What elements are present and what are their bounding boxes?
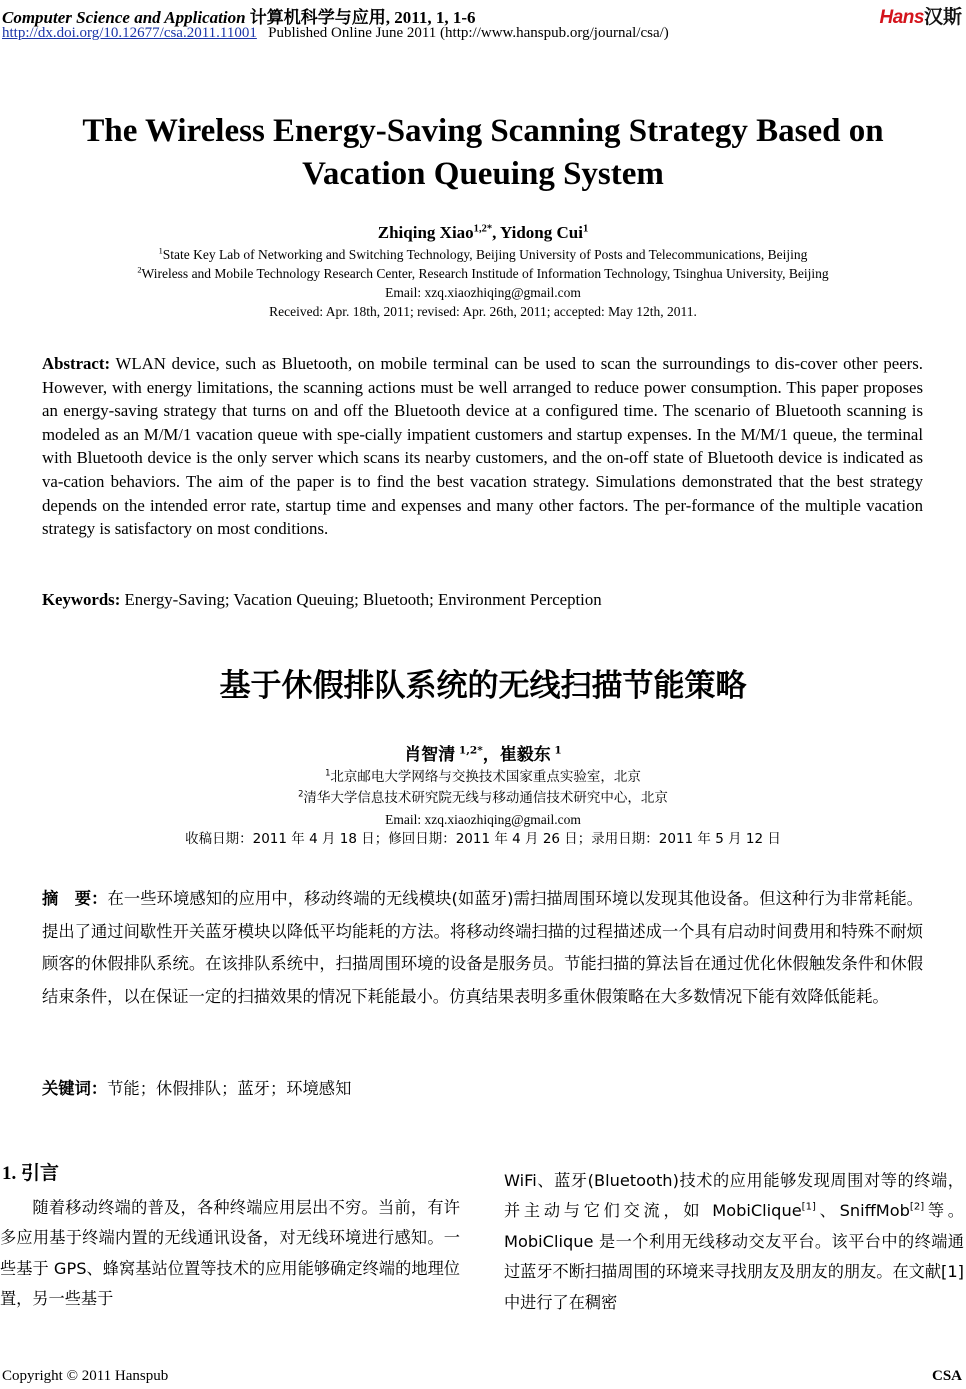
abstract-cn-text: 在一些环境感知的应用中，移动终端的无线模块(如蓝牙)需扫描周围环境以发现其他设备。但这种行为非常耗能。提出了通过间歇性开关蓝牙模块以降低平均能耗的方法。将移动终端扫描的过程描述成一个具有启动时间费用和特殊不耐烦顾客的休假排队系统。在该排队系统中，扫描周围环境的设备是服务员。节能扫描的算法旨在通过优化休假触发条件和休假结束条件，以在保证一定的扫描效果的情况下耗能最小。仿真结果表明多重休假策略在大多数情况下能有效降低能耗。 (42, 889, 923, 1006)
affiliation-1-cn-text: 北京邮电大学网络与交换技术国家重点实验室，北京 (330, 769, 641, 785)
abstract-en (42, 352, 923, 541)
affiliation-1-cn (0, 768, 966, 788)
author-1: Zhiqing Xiao (377, 223, 474, 242)
affiliation-1-mark: 1 (158, 246, 163, 256)
affiliation-2-text: Wireless and Mobile Technology Research Center, Research Institude of Information Technology, Tsinghua University, Beijing (141, 266, 829, 281)
author-1-affil: 1,2* (473, 223, 493, 235)
email-en: Email: xzq.xiaozhiqing@gmail.com (385, 285, 581, 300)
published-online: Published Online June 2011 (http://www.hanspub.org/journal/csa/) (268, 25, 669, 41)
citation-2[interactable]: [2] (909, 1202, 925, 1214)
author-2-cn-affil: 1 (550, 744, 562, 757)
hans-logo (880, 2, 962, 29)
author-separator-cn: ， (482, 745, 500, 765)
citation-1[interactable]: [1] (801, 1202, 816, 1214)
affiliation-2-cn-mark: 2 (298, 788, 304, 799)
journal-name: Computer Science and Application (2, 8, 246, 27)
para-text-3: 等。MobiClique 是一个利用无线移动交友平台。该平台中的终端通过蓝牙不断扫描周围的环境来寻找朋友及朋友的朋友。在文献[1]中进行了在稠密 (504, 1201, 964, 1312)
paper-title-en (20, 110, 946, 196)
affiliation-2-cn-text: 清华大学信息技术研究院无线与移动通信技术研究中心，北京 (303, 790, 668, 806)
body-column-right (504, 1166, 964, 1318)
author-1-cn-affil: 1,2* (455, 744, 483, 757)
affiliation-2-en (0, 264, 966, 284)
keywords-text: Energy-Saving; Vacation Queuing; Bluetooth; Environment Perception (120, 590, 602, 609)
body-column-left (0, 1193, 460, 1315)
logo-text-en: Hans (879, 7, 924, 28)
keywords-cn-label: 关键词： (42, 1079, 108, 1098)
para-text-2: 、SniffMob (815, 1201, 910, 1221)
footer-journal-abbr: CSA (931, 1368, 962, 1384)
paper-title-cn: 基于休假排队系统的无线扫描节能策略 (219, 668, 747, 704)
dates-en: Received: Apr. 18th, 2011; revised: Apr. 26th, 2011; accepted: May 12th, 2011. (269, 304, 697, 319)
intro-paragraph: 随着移动终端的普及，各种终端应用层出不穷。当前，有许多应用基于终端内置的无线通讯设备，对无线环境进行感知。一些基于 GPS、蜂窝基站位置等技术的应用能够确定终端的地理位置，另一些基于 (0, 1198, 460, 1309)
dates-cn: 收稿日期：2011 年 4 月 18 日；修回日期：2011 年 4 月 26 日；录用日期：2011 年 5 月 12 日 (185, 831, 781, 847)
abstract-cn (42, 883, 923, 1013)
affiliation-2-mark: 2 (137, 265, 142, 275)
author-2: Yidong Cui (499, 223, 583, 242)
section-heading (2, 1158, 59, 1185)
journal-volume-info: 计算机科学与应用, 2011, 1, 1-6 (245, 8, 476, 27)
abstract-label: Abstract: (42, 354, 111, 373)
publication-line (2, 25, 669, 42)
affiliation-1-cn-mark: 1 (325, 767, 331, 778)
keywords-cn (42, 1075, 351, 1099)
footer-copyright: Copyright © 2011 Hanspub (2, 1368, 169, 1384)
email-cn: Email: xzq.xiaozhiqing@gmail.com (385, 812, 581, 827)
title-line-2: Vacation Queuing System (302, 156, 664, 192)
affiliation-1-en (0, 245, 966, 265)
affiliation-2-cn (0, 789, 966, 809)
keywords-cn-text: 节能；休假排队；蓝牙；环境感知 (107, 1079, 352, 1098)
authors-cn (0, 740, 966, 765)
authors-en (0, 223, 966, 243)
doi-link[interactable]: http://dx.doi.org/10.12677/csa.2011.11001 (2, 25, 257, 41)
abstract-text: WLAN device, such as Bluetooth, on mobile terminal can be used to scan the surroundings to dis-cover other peers. However, with energy limitations, the scanning actions must be well arranged to reduce power consumption. This paper proposes an energy-saving strategy that turns on and off the Bluetooth device at a configured time. The scenario of Bluetooth scanning is modeled as an M/M/1 vacation queue with spe-cially impatient customers and startup expenses. In the M/M/1 queue, the terminal with Bluetooth device is the only server which scans its nearby customers, and the on-off state of Bluetooth device is indicated as va-cation behaviors. The aim of the paper is to find the best vacation strategy. Simulations demonstrated that the best strategy depends on the intended error rate, startup time and expenses and many other factors. The per-formance of the multiple vacation strategy is satisfactory on most conditions. (42, 354, 923, 539)
section-number: 1. (2, 1163, 21, 1184)
para-text-1: WiFi、蓝牙(Bluetooth)技术的应用能够发现周围对等的终端，并主动与它们交流，如 MobiClique (504, 1171, 964, 1221)
author-separator: , (492, 223, 500, 242)
keywords-label: Keywords: (42, 590, 121, 609)
keywords-en (42, 590, 602, 610)
title-line-1: The Wireless Energy-Saving Scanning Strategy Based on (82, 113, 884, 149)
logo-text-cn: 汉斯 (923, 6, 962, 28)
intro-paragraph-continued (504, 1166, 964, 1318)
section-title: 引言 (21, 1162, 60, 1184)
affiliation-1-text: State Key Lab of Networking and Switching Technology, Beijing University of Posts and Telecommunications, Beijing (162, 247, 808, 262)
author-2-cn: 崔毅东 (499, 745, 551, 765)
author-1-cn: 肖智清 (404, 745, 456, 765)
abstract-cn-label: 摘 要： (42, 889, 108, 908)
author-2-affil: 1 (582, 223, 589, 235)
